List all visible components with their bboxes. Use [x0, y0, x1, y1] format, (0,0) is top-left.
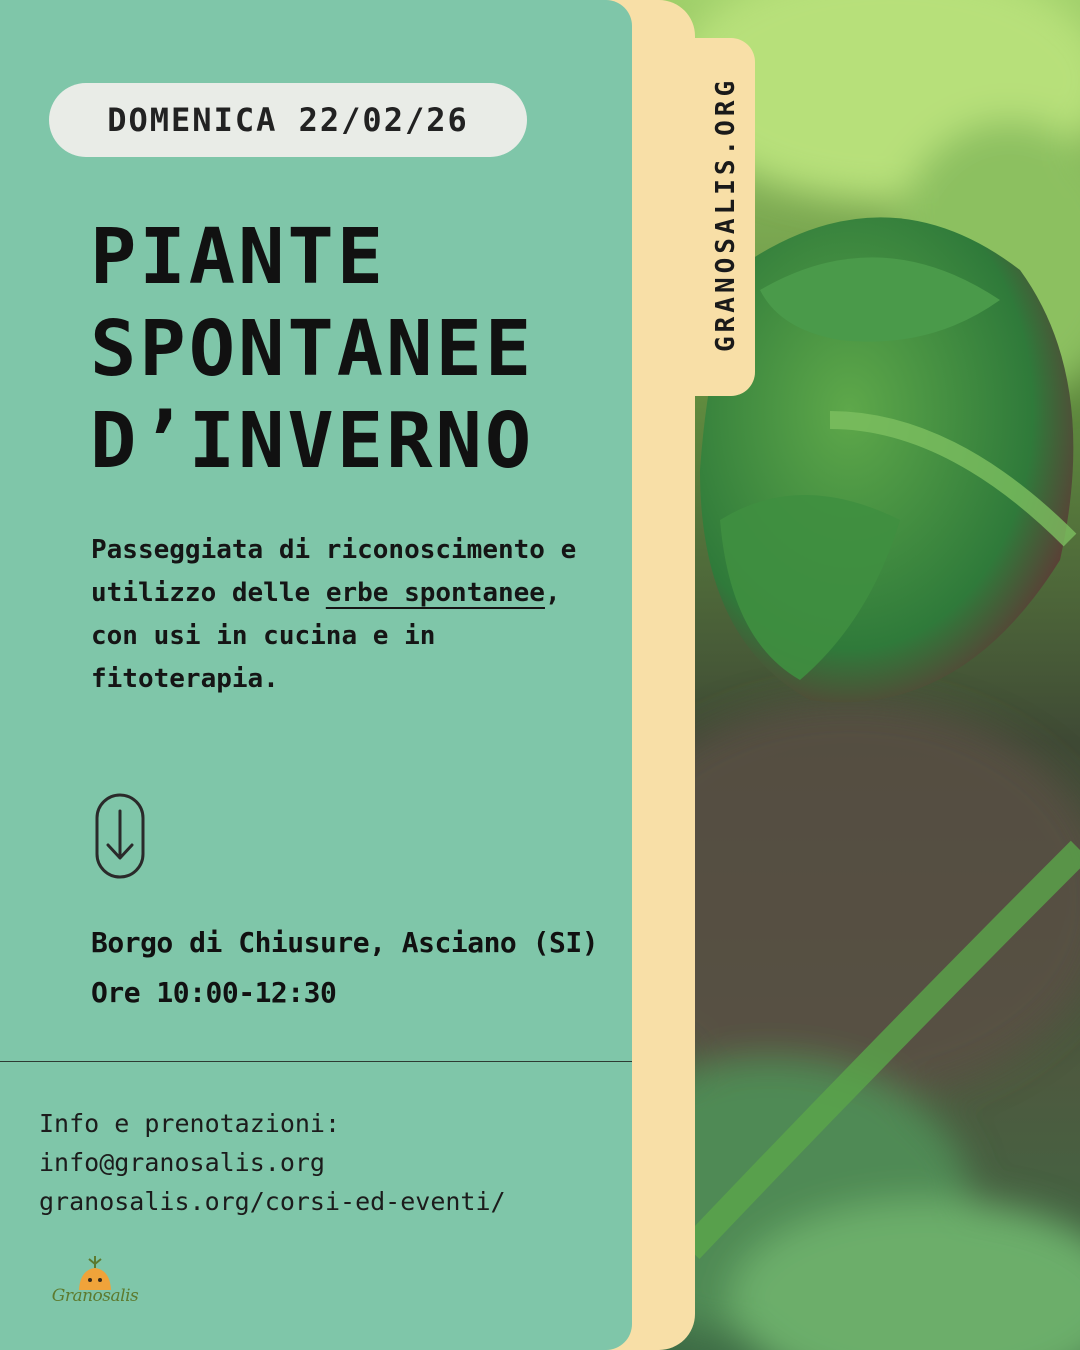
event-title — [90, 212, 534, 488]
divider — [0, 1061, 632, 1062]
event-location-time — [91, 918, 598, 1018]
title-line-3: D’INVERNO — [90, 397, 535, 486]
erbe-spontanee-link[interactable]: erbe spontanee — [325, 578, 545, 608]
contact-info — [39, 1104, 506, 1221]
title-line-2: SPONTANEE — [90, 305, 535, 394]
contact-url[interactable]: granosalis.org/corsi-ed-eventi/ — [39, 1187, 506, 1216]
site-label[interactable]: GRANOSALIS.ORG — [711, 76, 741, 352]
event-location: Borgo di Chiusure, Asciano (SI) — [91, 926, 599, 959]
event-description — [91, 529, 611, 701]
description-text: Passeggiata di riconoscimento e utilizzo delle — [91, 535, 577, 608]
title-line-1: PIANTE — [90, 213, 387, 302]
contact-email[interactable]: info@granosalis.org — [39, 1148, 325, 1177]
granosalis-logo — [50, 1250, 140, 1320]
date-badge: DOMENICA 22/02/26 — [49, 83, 527, 157]
logo-text: Granosalis — [51, 1286, 139, 1306]
event-time: Ore 10:00-12:30 — [91, 976, 337, 1009]
contact-heading: Info e prenotazioni: — [39, 1109, 341, 1138]
description-text-end: , con usi in cucina e in fitoterapia. — [91, 578, 561, 694]
arrow-down-icon — [95, 793, 145, 884]
